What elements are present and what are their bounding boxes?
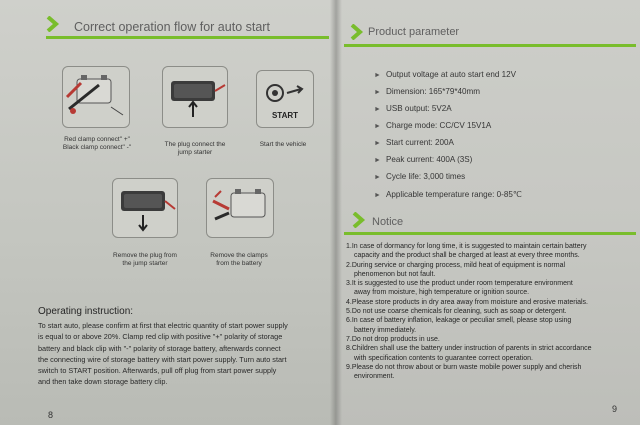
chevron-right-icon [350,24,364,40]
figure-3-caption [248,141,318,149]
notice-line: 1.In case of dormancy for long time, it is suggested to maintain certain battery [346,243,587,250]
caption-line: Start the vehicle [259,141,307,148]
notice-line: battery immediately. [354,326,417,334]
caption-line: the jump starter [122,259,168,267]
notice-heading-underline [344,232,636,235]
param-text: Peak current: 400A (3S) [386,155,473,164]
param-text: Applicable temperature range: 0-85℃ [386,190,522,199]
notice-line: 3.It is suggested to use the product under room temperature environment [346,280,573,288]
param-text: Dimension: 165*79*40mm [386,87,481,96]
notice-line: away from moisture, high temperature or ignition source. [354,289,530,297]
notice-line: 4.Please store products in dry area away from moisture and erosive materials. [346,298,588,306]
caption-line: Black clamp connect" -" [62,143,132,151]
remove-clamps-illustration [207,179,273,237]
notice-line: 8.Children shall use the battery under instruction of parents in strict accordance [346,345,592,353]
notice-line: 9.Please do not throw about or burn waste mobile power supply and cherish [346,363,582,371]
triangle-bullet-icon: ► [374,174,381,181]
notice-line: 2.During service or charging process, mild heat of equipment is normal [346,261,566,269]
caption-line: Remove the clamps [210,252,268,259]
param-item [374,121,491,130]
notice-line: capacity and the product shall be charged at least at every three months. [354,252,580,260]
instruction-line: is equal to or above 20%. Clamp red clip with positive "+" polarity of storage [38,332,283,342]
flow-heading: Correct operation flow for auto start [74,20,270,34]
param-text: Cycle life: 3,000 times [386,172,466,181]
notice-line: 7.Do not drop products in use. [346,335,440,343]
param-text: Charge mode: CC/CV 15V1A [386,121,492,130]
start-label: START [271,111,299,120]
param-text: Start current: 200A [386,138,454,147]
param-item [374,155,472,164]
param-item [374,189,522,199]
triangle-bullet-icon: ► [374,89,381,96]
book-gutter [330,0,342,425]
param-item [374,172,465,181]
figure-connect-clamps [62,66,130,128]
instruction-line: To start auto, please confirm at first that electric quantity of start power supply [38,321,288,330]
caption-line: The plug connect the [164,141,226,148]
remove-plug-illustration [113,179,177,237]
instruction-paragraph [38,320,330,388]
caption-line: Remove the plug from [113,252,177,259]
param-text: USB output: 5V2A [386,104,452,113]
product-parameter-heading: Product parameter [368,26,460,38]
notice-line: environment. [354,373,395,381]
triangle-bullet-icon: ► [374,106,381,113]
notice-heading: Notice [372,216,404,228]
triangle-bullet-icon: ► [374,192,381,199]
figure-1-caption [52,136,142,151]
param-item [374,70,516,79]
caption-line: Red clamp connect" +" [64,136,130,143]
chevron-right-icon [46,16,60,32]
chevron-right-icon [352,212,366,228]
page-number-left: 8 [48,410,54,420]
notice-list [346,242,636,381]
triangle-bullet-icon: ► [374,123,381,130]
figure-remove-clamps [206,178,274,238]
notice-line: 5.Do not use coarse chemicals for cleaning, such as soap or detergent. [346,308,567,316]
caption-line: from the battery [216,259,262,267]
param-item [374,104,452,113]
figure-2-caption [150,141,240,156]
instruction-line: battery and black clip with "-" polarity of storage battery, afterwards connect [38,343,281,353]
instruction-line: the connecting wire of storage battery with start power supply. Turn auto start [38,354,287,364]
param-text: Output voltage at auto start end 12V [386,70,517,79]
caption-line: jump starter [177,148,213,156]
triangle-bullet-icon: ► [374,72,381,79]
triangle-bullet-icon: ► [374,140,381,147]
figure-remove-plug [112,178,178,238]
notice-line: 6.In case of battery inflation, leakage or peculiar smell, please stop using [346,317,572,325]
notice-line: with specification contents to guarantee correct operation. [354,354,533,362]
instruction-line: and then take down storage battery clip. [38,377,168,387]
figure-plug-connect [162,66,228,128]
instruction-title: Operating instruction: [38,306,134,317]
figure-5-caption [196,252,282,267]
notice-line: phenomenon but not fault. [354,270,436,278]
jump-starter-plug-illustration [163,67,227,127]
triangle-bullet-icon: ► [374,157,381,164]
clamp-battery-illustration [63,67,129,127]
instruction-line: switch to START position. Afterwards, pull off plug from start power supply [38,366,277,376]
param-item [374,138,454,147]
param-item [374,87,480,96]
parameter-heading-underline [344,44,636,47]
flow-heading-underline [46,36,329,39]
figure-start-vehicle [256,70,314,128]
figure-4-caption [100,252,190,267]
page-number-right: 9 [612,404,618,414]
